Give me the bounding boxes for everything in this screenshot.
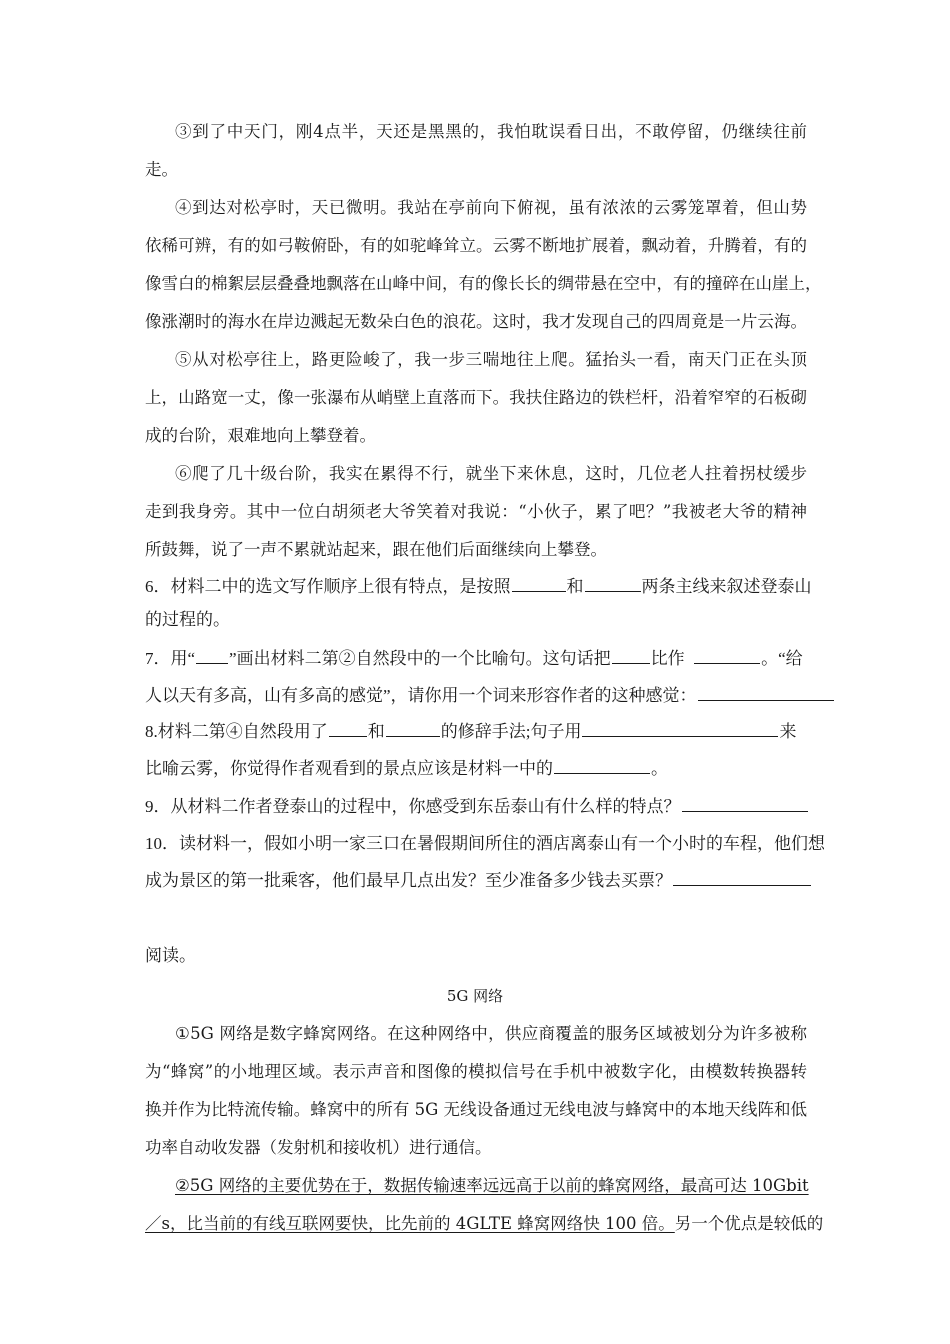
question-8-cont: 比喻云雾，你觉得作者观看到的景点应该是材料一中的 。	[145, 759, 668, 778]
answer-blank[interactable]	[585, 575, 641, 592]
passage-line: 上，山路宽一丈，像一张瀑布从峭壁上直落而下。我扶住路边的铁栏杆，沿着窄窄的石板砌	[145, 388, 807, 407]
passage-line: ③到了中天门，刚4点半，天还是黑黑的，我怕耽误看日出，不敢停留，仍继续往前	[175, 122, 807, 141]
answer-blank[interactable]	[329, 720, 367, 737]
passage-line: 像涨潮时的海水在岸边溅起无数朵白色的浪花。这时，我才发现自己的四周竟是一片云海。	[145, 312, 807, 331]
article-line: ①5G 网络是数字蜂窝网络。在这种网络中，供应商覆盖的服务区域被划分为许多被称	[175, 1024, 807, 1043]
question-9: 9．从材料二作者登泰山的过程中，你感受到东岳泰山有什么样的特点？	[145, 795, 807, 819]
answer-blank[interactable]	[582, 720, 778, 737]
answer-blank[interactable]	[698, 684, 834, 701]
question-6: 6．材料二中的选文写作顺序上很有特点，是按照 和 两条主线来叙述登泰山	[145, 577, 812, 596]
answer-blank[interactable]	[682, 795, 808, 812]
article-title: 5G 网络	[446, 987, 504, 1005]
article-line: ／s，比当前的有线互联网要快，比先前的 4GLTE 蜂窝网络快 100 倍。另一个优点是较低的	[145, 1214, 824, 1233]
passage-line: ⑥爬了几十级台阶，我实在累得不行，就坐下来休息，这时，几位老人拄着拐杖缓步	[175, 464, 807, 483]
section-heading: 阅读。	[145, 946, 196, 965]
passage-line: 依稀可辨，有的如弓鞍俯卧，有的如驼峰耸立。云雾不断地扩展着，飘动着，升腾着，有的	[145, 236, 807, 255]
answer-blank[interactable]	[612, 647, 650, 664]
question-7: 7．用“ ”画出材料二第②自然段中的一个比喻句。这句话把 比作 。“给	[145, 649, 803, 668]
answer-blank[interactable]	[512, 575, 566, 592]
answer-blank[interactable]	[673, 869, 811, 886]
answer-blank[interactable]	[554, 757, 650, 774]
underlined-sentence: ／s，比当前的有线互联网要快，比先前的 4GLTE 蜂窝网络快 100 倍。	[145, 1214, 675, 1233]
passage-line: ⑤从对松亭往上，路更险峻了，我一步三喘地往上爬。猛抬头一看，南天门正在头顶	[175, 350, 807, 369]
article-line: 换并作为比特流传输。蜂窝中的所有 5G 无线设备通过无线电波与蜂窝中的本地天线阵和低	[145, 1100, 807, 1119]
answer-blank[interactable]	[386, 720, 440, 737]
article-line: 功率自动收发器（发射机和接收机）进行通信。	[145, 1138, 492, 1157]
passage-line: 成的台阶，艰难地向上攀登着。	[145, 426, 376, 445]
question-7-cont: 人以天有多高，山有多高的感觉”，请你用一个词来形容作者的这种感觉：	[145, 684, 807, 708]
passage-line: 走到我身旁。其中一位白胡须老大爷笑着对我说：“小伙子，累了吧？”我被老大爷的精神	[145, 502, 807, 521]
passage-line: 像雪白的棉絮层层叠叠地飘落在山峰中间，有的像长长的绸带悬在空中，有的撞碎在山崖上，	[145, 274, 822, 293]
passage-line: 所鼓舞，说了一声不累就站起来，跟在他们后面继续向上攀登。	[145, 540, 607, 559]
article-line: 为“蜂窝”的小地理区域。表示声音和图像的模拟信号在手机中被数字化，由模数转换器转	[145, 1062, 807, 1081]
answer-blank[interactable]	[694, 647, 760, 664]
question-6-cont: 的过程的。	[145, 610, 230, 629]
passage-line: ④到达对松亭时，天已微明。我站在亭前向下俯视，虽有浓浓的云雾笼罩着，但山势	[175, 198, 807, 217]
question-8: 8.材料二第④自然段用了 和 的修辞手法;句子用 来	[145, 722, 797, 741]
question-10-cont: 成为景区的第一批乘客，他们最早几点出发？至少准备多少钱去买票？	[145, 869, 807, 893]
passage-line: 走。	[145, 160, 178, 179]
answer-blank[interactable]	[196, 647, 228, 664]
question-10: 10．读材料一，假如小明一家三口在暑假期间所住的酒店离泰山有一个小时的车程，他们想	[145, 834, 825, 853]
article-line-underlined: ②5G 网络的主要优势在于，数据传输速率远远高于以前的蜂窝网络，最高可达 10Gbit	[175, 1176, 809, 1195]
